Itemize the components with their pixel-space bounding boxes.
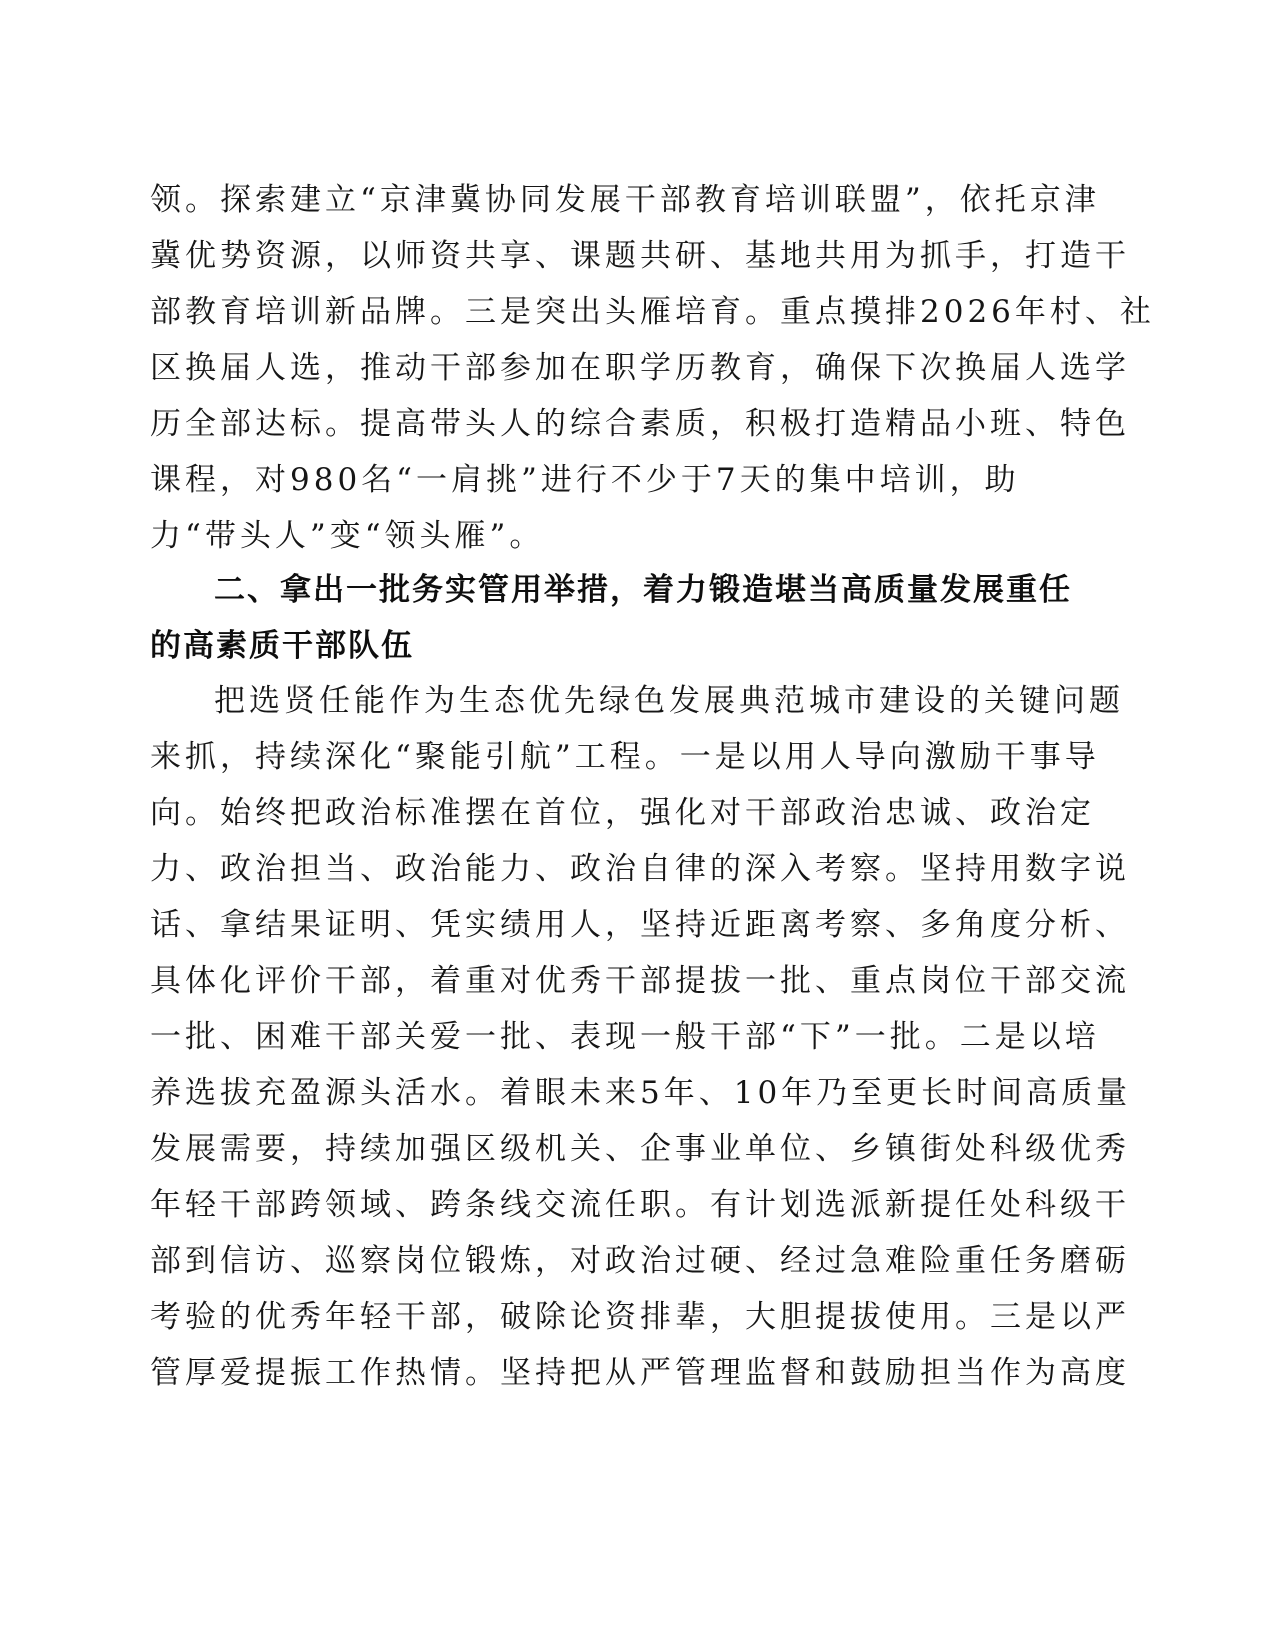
paragraph-line: 把选贤任能作为生态优先绿色发展典范城市建设的关键问题	[214, 683, 1124, 719]
paragraph-line: 部到信访、巡察岗位锻炼，对政治过硬、经过急难险重任务磨砺	[150, 1243, 1130, 1279]
paragraph-line: 冀优势资源，以师资共享、课题共研、基地共用为抓手，打造干	[150, 238, 1130, 274]
paragraph-line: 历全部达标。提高带头人的综合素质，积极打造精品小班、特色	[150, 406, 1130, 442]
paragraph-line: 领。探索建立“京津冀协同发展干部教育培训联盟”，依托京津	[150, 182, 1100, 218]
paragraph-line: 具体化评价干部，着重对优秀干部提拔一批、重点岗位干部交流	[150, 963, 1130, 999]
paragraph-line: 课程，对980名“一肩挑”进行不少于7天的集中培训，助	[150, 462, 1020, 498]
paragraph-line: 部教育培训新品牌。三是突出头雁培育。重点摸排2026年村、社	[150, 294, 1155, 330]
paragraph-line: 发展需要，持续加强区级机关、企事业单位、乡镇街处科级优秀	[150, 1131, 1130, 1167]
paragraph-line: 考验的优秀年轻干部，破除论资排辈，大胆提拔使用。三是以严	[150, 1299, 1130, 1335]
paragraph-line: 力“带头人”变“领头雁”。	[150, 518, 545, 554]
paragraph-line: 向。始终把政治标准摆在首位，强化对干部政治忠诚、政治定	[150, 795, 1095, 831]
section-heading-line: 二、拿出一批务实管用举措，着力锻造堪当高质量发展重任	[214, 572, 1072, 608]
paragraph-line: 区换届人选，推动干部参加在职学历教育，确保下次换届人选学	[150, 350, 1130, 386]
paragraph-line: 力、政治担当、政治能力、政治自律的深入考察。坚持用数字说	[150, 851, 1130, 887]
paragraph-line: 养选拔充盈源头活水。着眼未来5年、10年乃至更长时间高质量	[150, 1075, 1132, 1111]
paragraph-line: 一批、困难干部关爱一批、表现一般干部“下”一批。二是以培	[150, 1019, 1100, 1055]
paragraph-line: 话、拿结果证明、凭实绩用人，坚持近距离考察、多角度分析、	[150, 907, 1130, 943]
section-heading-line: 的高素质干部队伍	[150, 628, 414, 664]
paragraph-line: 来抓，持续深化“聚能引航”工程。一是以用人导向激励干事导	[150, 739, 1100, 775]
paragraph-line: 年轻干部跨领域、跨条线交流任职。有计划选派新提任处科级干	[150, 1187, 1130, 1223]
paragraph-line: 管厚爱提振工作热情。坚持把从严管理监督和鼓励担当作为高度	[150, 1355, 1130, 1391]
